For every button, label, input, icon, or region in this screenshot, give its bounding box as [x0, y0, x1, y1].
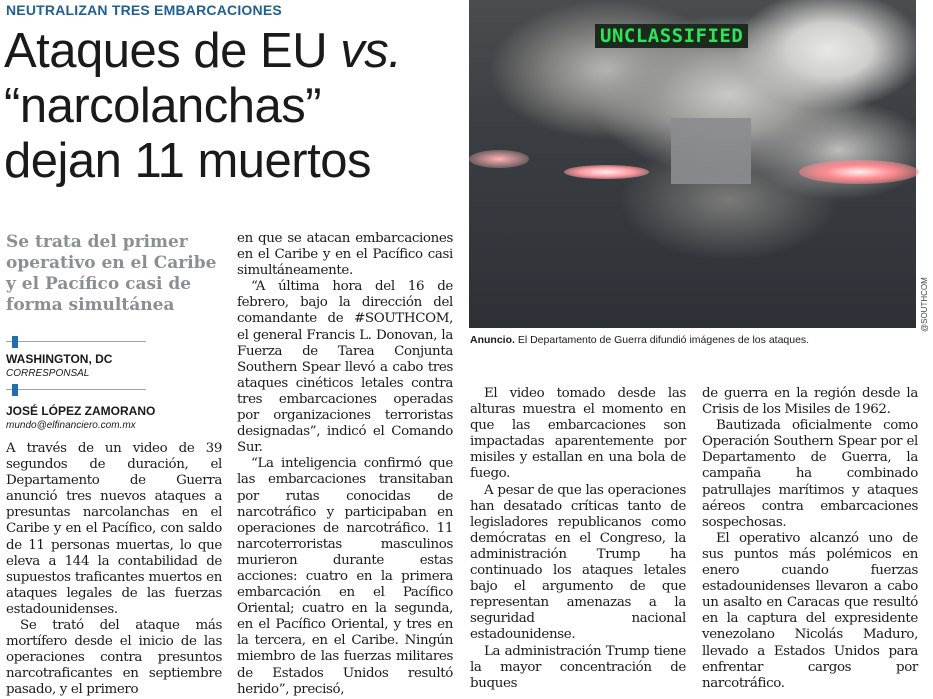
- headline-line1-text: Ataques de EU: [4, 24, 341, 78]
- paragraph: El video tomado desde las alturas muestra el momento en que las embarcaciones son impactadas aparentemente por misiles y estallan en una bola de fuego.: [470, 386, 686, 482]
- paragraph: Bautizada oficialmente como Operación Southern Spear por el Departamento de Guerra, la campaña ha combinado patrullajes marítimos y ataques aéreos contra embarcaciones sospechosas.: [702, 418, 918, 530]
- headline-vs: vs.: [340, 24, 402, 78]
- paragraph: en que se atacan embarcaciones en el Caribe y en el Pacífico casi simultáneamente.: [237, 231, 453, 279]
- dateline-role: CORRESPONSAL: [6, 368, 90, 379]
- divider: [6, 389, 146, 390]
- photo-credit-text: @SOUTHCOM: [920, 277, 929, 332]
- author-byline: [6, 404, 155, 431]
- subhead: Se trata del primer operativo en el Caribe y el Pacífico casi de forma simultánea: [6, 232, 217, 315]
- divider: [6, 341, 146, 342]
- marker-pin: [12, 336, 18, 348]
- paragraph: El operativo alcanzó uno de sus puntos más polémicos en enero cuando fuerzas estadounidenses llevaron a cabo un asalto en Caracas que resultó en la captura del expresidente venezolano Nicolás Maduro, llevado a Estados Unidos para enfrentar cargos por narcotráfico.: [702, 530, 918, 691]
- paragraph: de guerra en la región desde la Crisis de los Misiles de 1962.: [702, 386, 918, 418]
- article-column-4: [702, 386, 918, 692]
- caption-label: Anuncio.: [470, 334, 515, 346]
- explosion-glow: [469, 150, 529, 168]
- article-column-1: [6, 441, 222, 699]
- paragraph: “A última hora del 16 de febrero, bajo la dirección del comandante de #SOUTHCOM, el general Francis L. Donovan, la Fuerza de Tarea Conjunta Southern Spear llevó a cabo tres ataques cinéticos letales contra tres embarcaciones operadas por organizaciones terroristas designadas”, indicó el Comando Sur.: [237, 279, 453, 456]
- photo-credit: [918, 270, 932, 332]
- headline-line2: “narcolanchas”: [4, 79, 322, 133]
- news-photo: [469, 0, 916, 328]
- paragraph: A pesar de que las operaciones han desatado críticas tanto de legisladores republicanos como demócratas en el Congreso, la administración Trump ha continuado los ataques letales bajo el argumento de que representan amenazas a la seguridad nacional estadounidense.: [470, 482, 686, 643]
- headline-line1: [4, 24, 401, 78]
- paragraph: La administración Trump tiene la mayor concentración de buques: [470, 643, 686, 691]
- explosion-glow: [564, 165, 649, 179]
- marker-pin: [12, 384, 18, 396]
- classification-stamp: UNCLASSIFIED: [595, 24, 748, 48]
- section-marker: [6, 384, 146, 396]
- kicker: NEUTRALIZAN TRES EMBARCACIONES: [6, 2, 282, 18]
- photo-caption: [470, 334, 910, 346]
- dateline: [6, 352, 112, 379]
- headline-line3: dejan 11 muertos: [4, 134, 371, 188]
- author-email: mundo@elfinanciero.com.mx: [6, 420, 136, 431]
- article-column-2: [237, 231, 453, 698]
- dateline-place: WASHINGTON, DC: [6, 352, 113, 366]
- redaction-box: [671, 118, 751, 184]
- paragraph: A través de un video de 39 segundos de duración, el Departamento de Guerra anunció tres nuevos ataques a presuntas narcolanchas en el Caribe y en el Pacífico, con saldo de 11 personas muertas, lo que eleva a 144 la contabilidad de supuestos traficantes muertos en ataques legales de las fuerzas estadounidenses.: [6, 441, 222, 617]
- article-column-3: [470, 386, 686, 692]
- explosion-glow: [799, 160, 919, 184]
- caption-text: El Departamento de Guerra difundió imágenes de los ataques.: [514, 334, 810, 346]
- author-name: JOSÉ LÓPEZ ZAMORANO: [6, 404, 156, 418]
- headline: [4, 24, 464, 189]
- paragraph: Se trató del ataque más mortífero desde el inicio de las operaciones contra presuntos narcotraficantes en septiembre pasado, y el primero: [6, 618, 222, 698]
- paragraph: “La inteligencia confirmó que las embarcaciones transitaban por rutas conocidas de narcotráfico y participaban en operaciones de narcotráfico. 11 narcoterroristas masculinos murieron durante estas acciones: cuatro en la primera embarcación en el Pacífico Oriental; cuatro en la segunda, en el Pacífico Oriental, y tres en la tercera, en el Caribe. Ningún miembro de las fuerzas militares de Estados Unidos resultó herido”, precisó,: [237, 456, 453, 697]
- section-marker: [6, 336, 146, 348]
